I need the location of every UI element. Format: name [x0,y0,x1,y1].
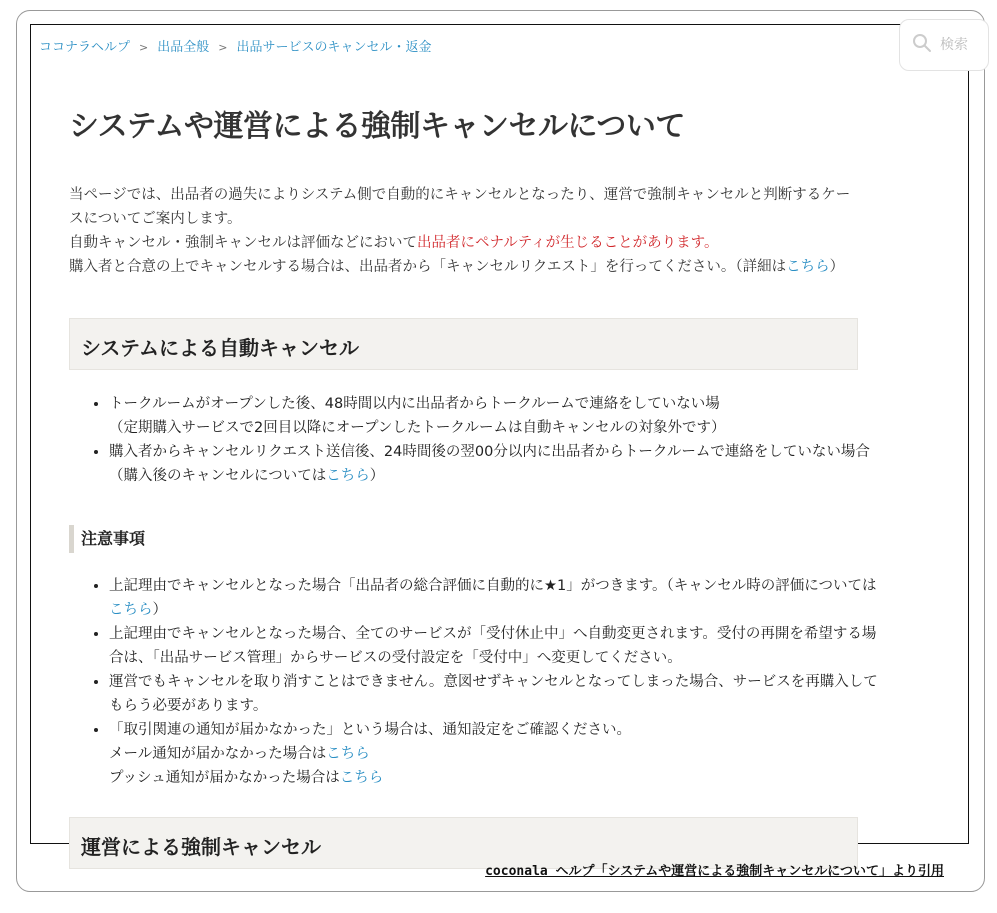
intro-line-1: 当ページでは、出品者の過失によりシステム側で自動的にキャンセルとなったり、運営で強制キャンセルと判断するケースについてご案内します。 [69,187,851,227]
list-item-subnote: （定期購入サービスで2回目以降にオープンしたトークルームは自動キャンセルの対象外です） [109,420,726,436]
list-item-text: 運営でもキャンセルを取り消すことはできません。意図せずキャンセルとなってしまった場合、サービスを再購入してもらう必要があります。 [109,674,878,714]
intro-line-2-prefix: 自動キャンセル・強制キャンセルは評価などにおいて [69,235,417,251]
list-item-suffix: ） [152,602,167,618]
list-item-text: 上記理由でキャンセルとなった場合「出品者の総合評価に自動的に★1」がつきます。（キャンセル時の評価については [109,578,877,594]
mail-notice-link[interactable]: こちら [326,746,370,762]
search-label: 検索 [940,37,968,53]
mail-notice-prefix: メール通知が届かなかった場合は [109,746,327,762]
notes-title: 注意事項 [81,529,146,548]
list-item [109,718,879,790]
breadcrumb [39,36,431,55]
notes-header [69,525,145,553]
list-item [109,670,879,718]
cancel-rating-link[interactable]: こちら [109,602,153,618]
intro-paragraph [69,183,859,279]
help-page-frame [30,24,969,859]
list-item-text: 上記理由でキャンセルとなった場合、全てのサービスが「受付休止中」へ自動変更されます。受付の再開を希望する場合は、「出品サービス管理」からサービスの受付設定を「受付中」へ変更してください。 [109,626,877,666]
breadcrumb-separator: > [139,41,149,54]
search-icon [912,33,932,53]
cancel-request-details-link[interactable]: こちら [786,259,830,275]
list-item [109,622,879,670]
breadcrumb-cancel-refund[interactable]: 出品サービスのキャンセル・返金 [236,40,432,55]
list-item [109,392,879,440]
list-item [109,574,879,622]
section-auto-cancel-header [69,318,858,370]
auto-cancel-list [89,392,879,488]
page-title: システムや運営による強制キャンセルについて [69,109,685,144]
list-item-suffix: ） [369,468,385,484]
citation-caption: coconala ヘルプ「システムや運営による強制キャンセルについて」より引用 [485,864,944,879]
section-forced-cancel-title: 運営による強制キャンセル [81,835,321,859]
search-button[interactable] [899,19,989,71]
list-item-text: 「取引関連の通知が届かなかった」という場合は、通知設定をご確認ください。 [109,722,631,738]
breadcrumb-help-home[interactable]: ココナラヘルプ [39,40,131,55]
list-item [109,440,879,488]
post-purchase-cancel-link[interactable]: こちら [326,468,370,484]
breadcrumb-separator: > [218,41,228,54]
intro-line-3-suffix: ） [829,259,845,275]
section-auto-cancel-title: システムによる自動キャンセル [81,336,359,360]
notes-list [89,574,879,790]
list-item-text: トークルームがオープンした後、48時間以内に出品者からトークルームで連絡をしていない場 [109,396,720,412]
push-notice-link[interactable]: こちら [339,770,384,786]
list-item-text: 購入者からキャンセルリクエスト送信後、24時間後の翌00分以内に出品者からトークルームで連絡をしていない場合（購入後のキャンセルについては [109,444,870,484]
penalty-warning: 出品者にペナルティが生じることがあります。 [417,235,719,251]
intro-line-3-prefix: 購入者と合意の上でキャンセルする場合は、出品者から「キャンセルリクエスト」を行ってください。（詳細は [69,259,787,275]
push-notice-prefix: プッシュ通知が届かなかった場合は [109,770,340,786]
breadcrumb-listing-general[interactable]: 出品全般 [157,40,210,55]
